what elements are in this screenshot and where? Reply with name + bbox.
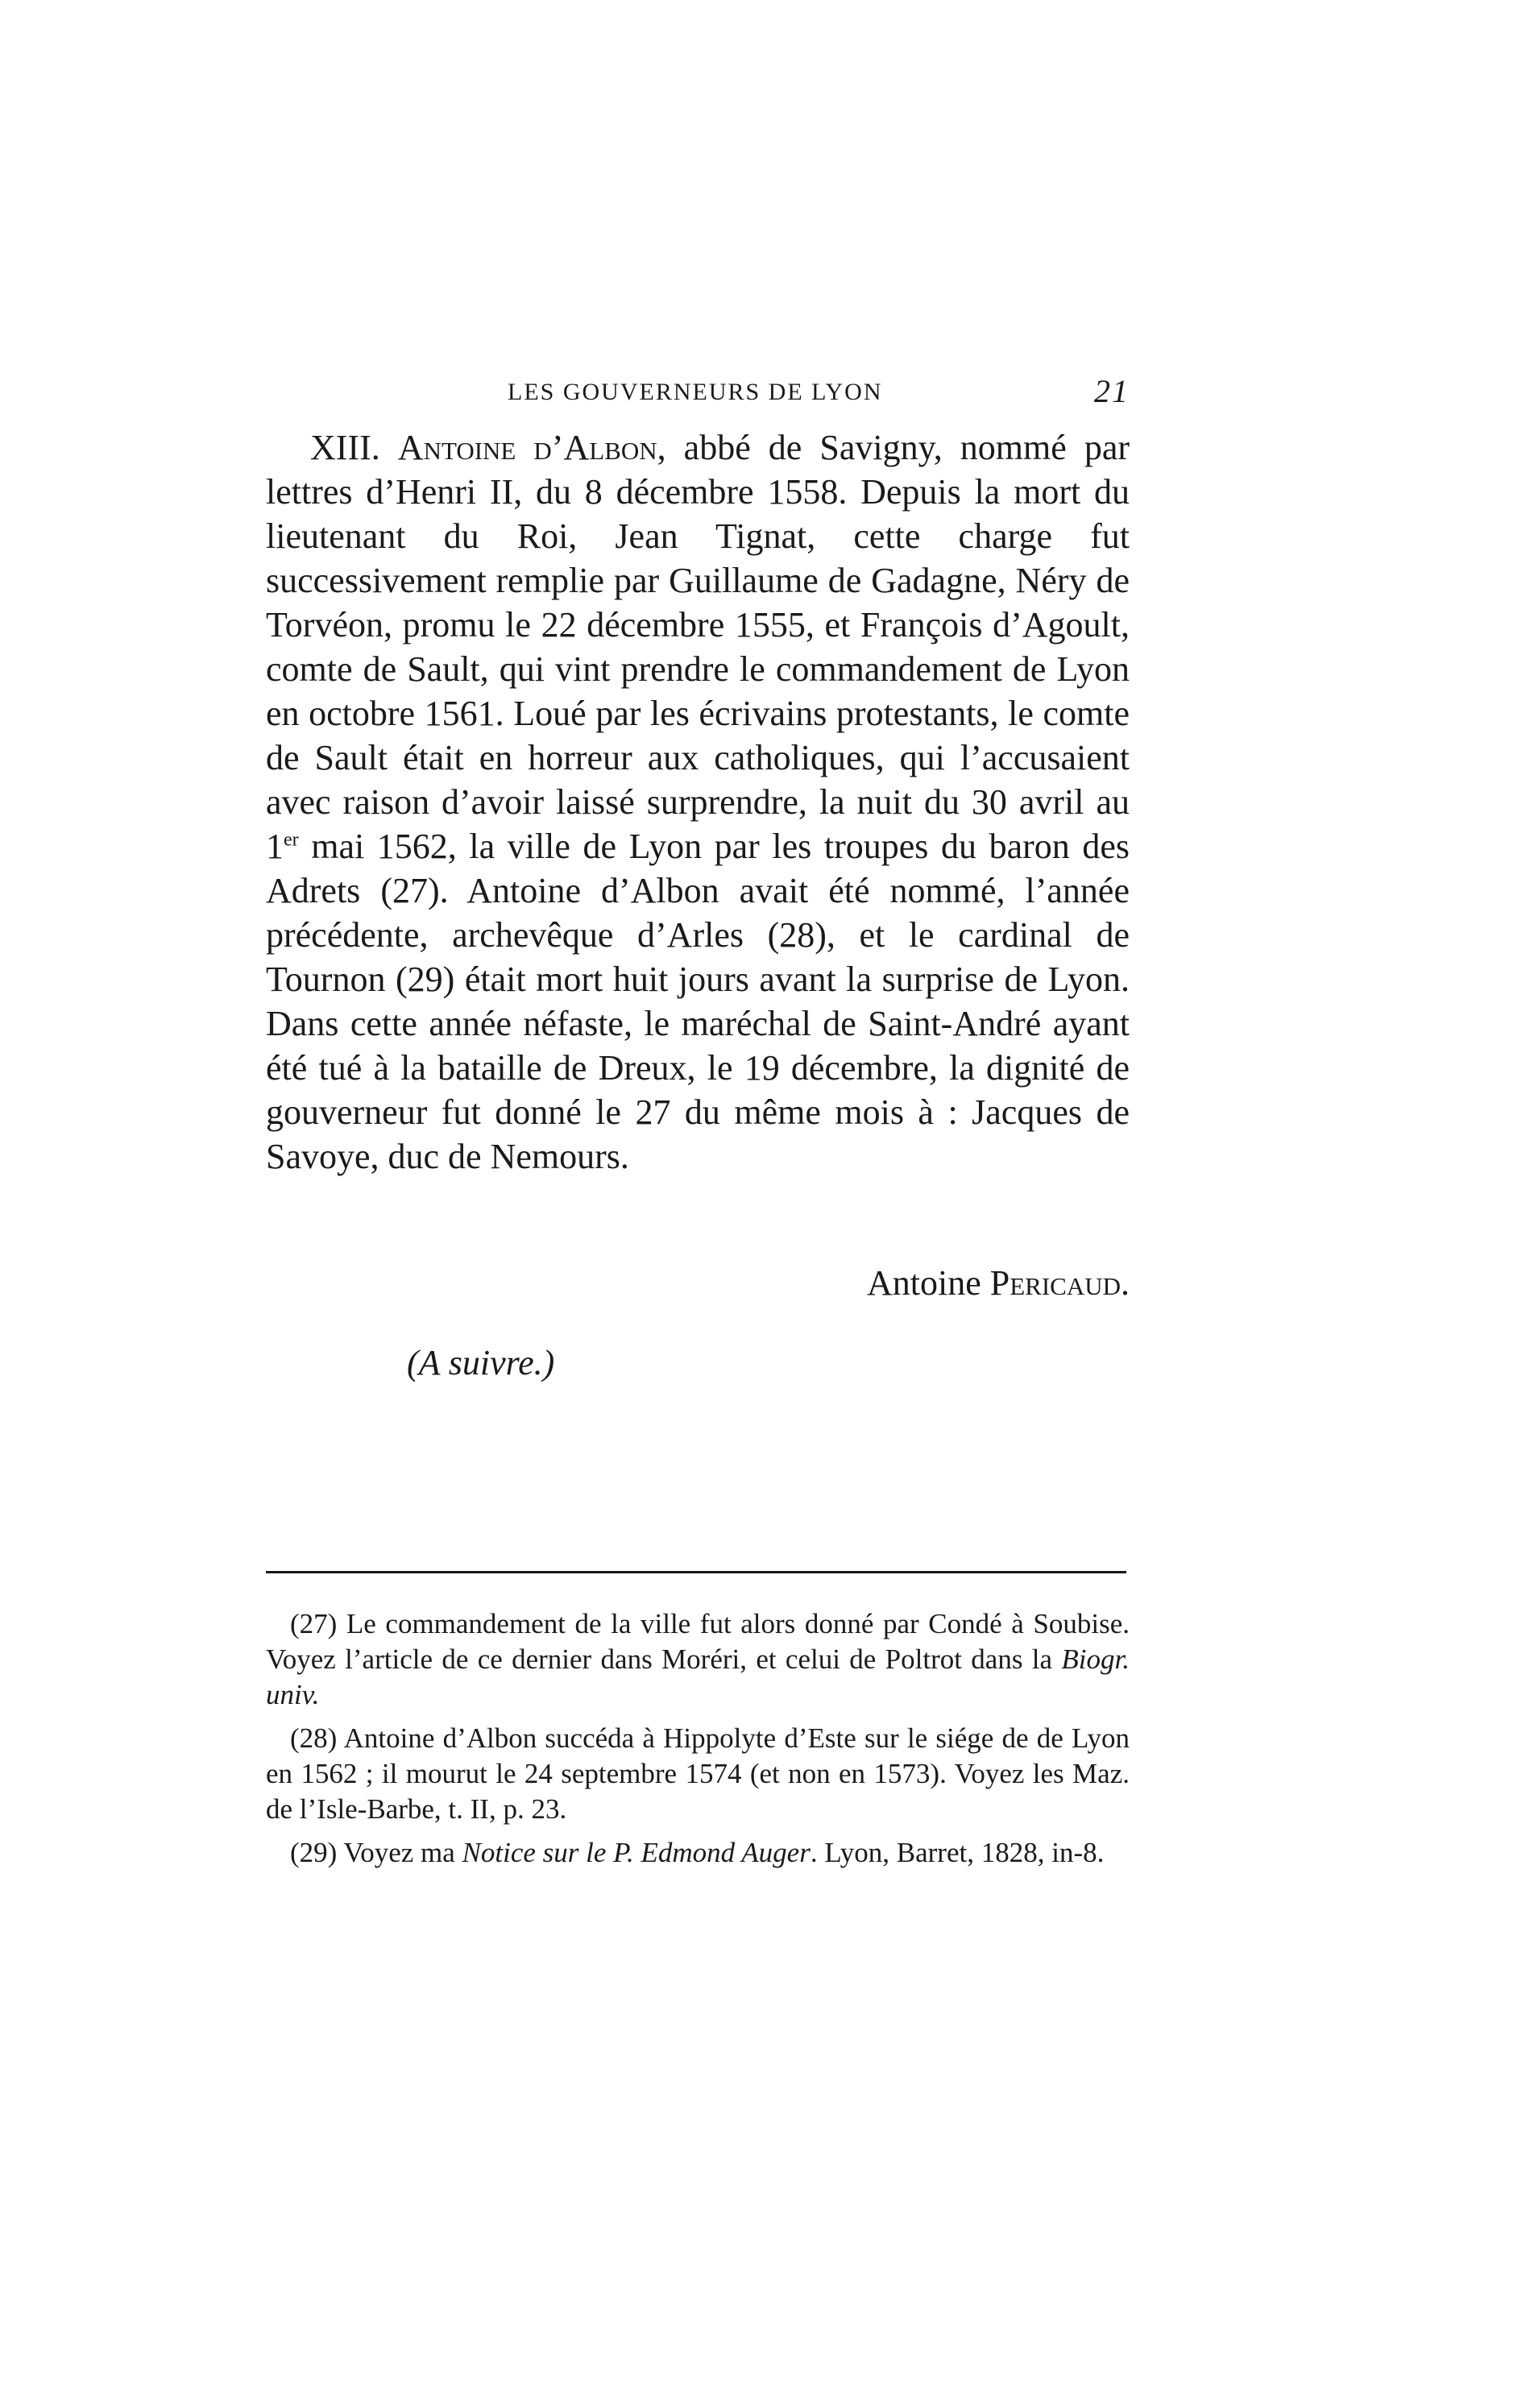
running-head xyxy=(266,372,1130,412)
page-number: 21 xyxy=(1094,373,1130,409)
footnotes-section xyxy=(266,1606,1130,1879)
signature-first-name: Antoine xyxy=(866,1263,990,1303)
paragraph-part-1: , abbé de Savigny, nommé par lettres d’Henri II, du 8 décembre 1558. Depuis la mort du lieutenant du Roi, Jean Tignat, cette charge fut successivement remplie par Guillaume de Gadagne, Néry de Torvéon, promu le 22 décembre 1555, et François d’Agoult, comte de Sault, qui vint prendre le commandement de Lyon en octobre 1561. Loué par les écrivains protestants, le comte de Sault était en horreur aux catholiques, qui l’accusaient avec raison d’avoir laissé surprendre, la nuit du 30 avril au 1 xyxy=(266,428,1130,866)
footnote-28 xyxy=(266,1721,1130,1827)
main-paragraph xyxy=(266,425,1130,1179)
ordinal-superscript: er xyxy=(284,829,299,851)
footnote-29 xyxy=(266,1835,1130,1871)
footnote-27-italic: Biogr. univ. xyxy=(266,1643,1130,1710)
footnote-29-italic: Notice sur le P. Edmond Auger xyxy=(462,1837,811,1868)
footnote-divider xyxy=(266,1571,1126,1573)
paragraph-part-2: mai 1562, la ville de Lyon par les troupes du baron des Adrets (27). Antoine d’Albon avait été nommé, l’année précédente, archevêque d’Arles (28), et le cardinal de Tournon (29) était mort huit jours avant la surprise de Lyon. Dans cette année néfaste, le maréchal de Saint-André ayant été tué à la bataille de Dreux, le 19 décembre, la dignité de gouverneur fut donné le 27 du même mois à : Jacques de Savoye, duc de Nemours. xyxy=(266,827,1130,1176)
footnote-29-text-after: . Lyon, Barret, 1828, in-8. xyxy=(810,1837,1105,1868)
footnote-27 xyxy=(266,1606,1130,1713)
footnote-29-text: (29) Voyez ma xyxy=(290,1837,462,1868)
signature-last-name: Pericaud. xyxy=(989,1263,1130,1303)
footnote-28-text: (28) Antoine d’Albon succéda à Hippolyte d’Este sur le siége de de Lyon en 1562 ; il mourut le 24 septembre 1574 (et non en 1573). Voyez les Maz. de l’Isle-Barbe, t. II, p. 23. xyxy=(266,1722,1130,1825)
to-be-continued-note: (A suivre.) xyxy=(407,1343,555,1382)
footnote-27-text: (27) Le commandement de la ville fut alors donné par Condé à Soubise. Voyez l’article de ce dernier dans Moréri, et celui de Poltrot dans la xyxy=(266,1608,1130,1675)
running-title: LES GOUVERNEURS DE LYON xyxy=(508,379,883,405)
section-subject-name: Antoine d’Albon xyxy=(397,428,657,467)
section-number: XIII. xyxy=(310,428,380,467)
author-signature xyxy=(867,1262,1130,1303)
